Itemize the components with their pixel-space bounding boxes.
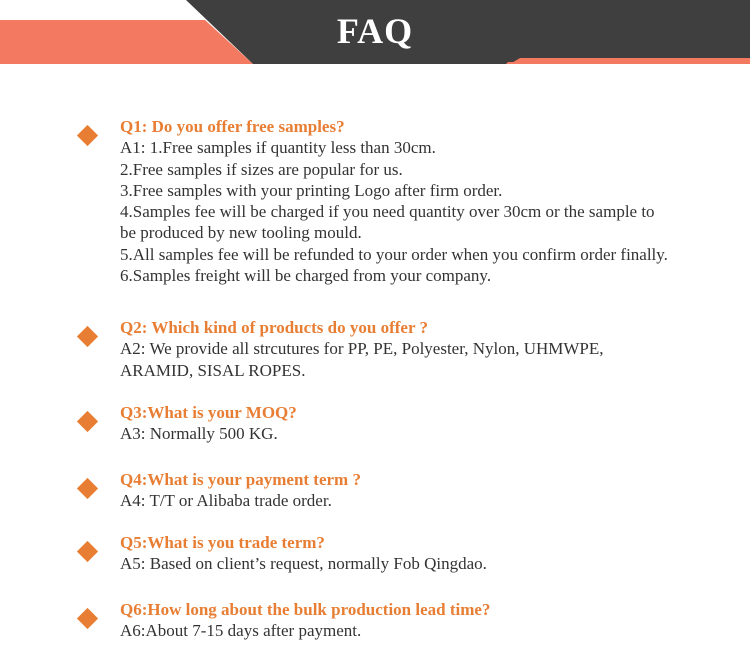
answer-2 bbox=[120, 338, 750, 381]
diamond-bullet-icon bbox=[77, 541, 98, 562]
faq-item-q2 bbox=[0, 317, 750, 402]
answer-1 bbox=[120, 137, 750, 286]
answer-line: 3.Free samples with your printing Logo after firm order. bbox=[120, 180, 503, 200]
answer-6 bbox=[120, 620, 750, 641]
answer-line: A5: Based on client’s request, normally Fob Qingdao. bbox=[120, 554, 487, 574]
faq-item-q3 bbox=[0, 402, 750, 469]
faq-item-q6 bbox=[0, 599, 750, 649]
answer-line: be produced by new tooling mould. bbox=[120, 223, 362, 243]
diamond-bullet-icon bbox=[77, 411, 98, 432]
faq-item-q5 bbox=[0, 532, 750, 599]
question-1: Q1: Do you offer free samples? bbox=[120, 117, 345, 136]
answer-line: 2.Free samples if sizes are popular for us. bbox=[120, 159, 403, 179]
answer-line: A6:About 7-15 days after payment. bbox=[120, 621, 362, 641]
faq-item-q4 bbox=[0, 469, 750, 532]
diamond-bullet-icon bbox=[77, 478, 98, 499]
answer-line: A3: Normally 500 KG. bbox=[120, 424, 278, 444]
question-6: Q6:How long about the bulk production lead time? bbox=[120, 600, 491, 619]
answer-3 bbox=[120, 423, 750, 444]
banner-underline-edge bbox=[506, 62, 750, 64]
question-3: Q3:What is your MOQ? bbox=[120, 403, 297, 422]
faq-banner bbox=[0, 0, 750, 64]
answer-line: 5.All samples fee will be refunded to your order when you confirm order finally. bbox=[120, 244, 668, 264]
answer-line: 4.Samples fee will be charged if you need quantity over 30cm or the sample to bbox=[120, 202, 655, 222]
answer-line: A1: 1.Free samples if quantity less than 30cm. bbox=[120, 138, 436, 158]
faq-list bbox=[0, 116, 750, 649]
diamond-bullet-icon bbox=[77, 326, 98, 347]
faq-item-q1 bbox=[0, 116, 750, 317]
answer-line: A4: T/T or Alibaba trade order. bbox=[120, 491, 332, 511]
answer-line: A2: We provide all strcutures for PP, PE, Polyester, Nylon, UHMWPE, bbox=[120, 339, 604, 359]
answer-5 bbox=[120, 553, 750, 574]
page-title: FAQ bbox=[336, 11, 414, 51]
answer-4 bbox=[120, 490, 750, 511]
answer-line: 6.Samples freight will be charged from your company. bbox=[120, 266, 492, 286]
answer-line: ARAMID, SISAL ROPES. bbox=[120, 360, 306, 380]
question-5: Q5:What is you trade term? bbox=[120, 533, 325, 552]
diamond-bullet-icon bbox=[77, 608, 98, 629]
question-4: Q4:What is your payment term ? bbox=[120, 470, 361, 489]
question-2: Q2: Which kind of products do you offer ? bbox=[120, 318, 428, 337]
diamond-bullet-icon bbox=[77, 125, 98, 146]
